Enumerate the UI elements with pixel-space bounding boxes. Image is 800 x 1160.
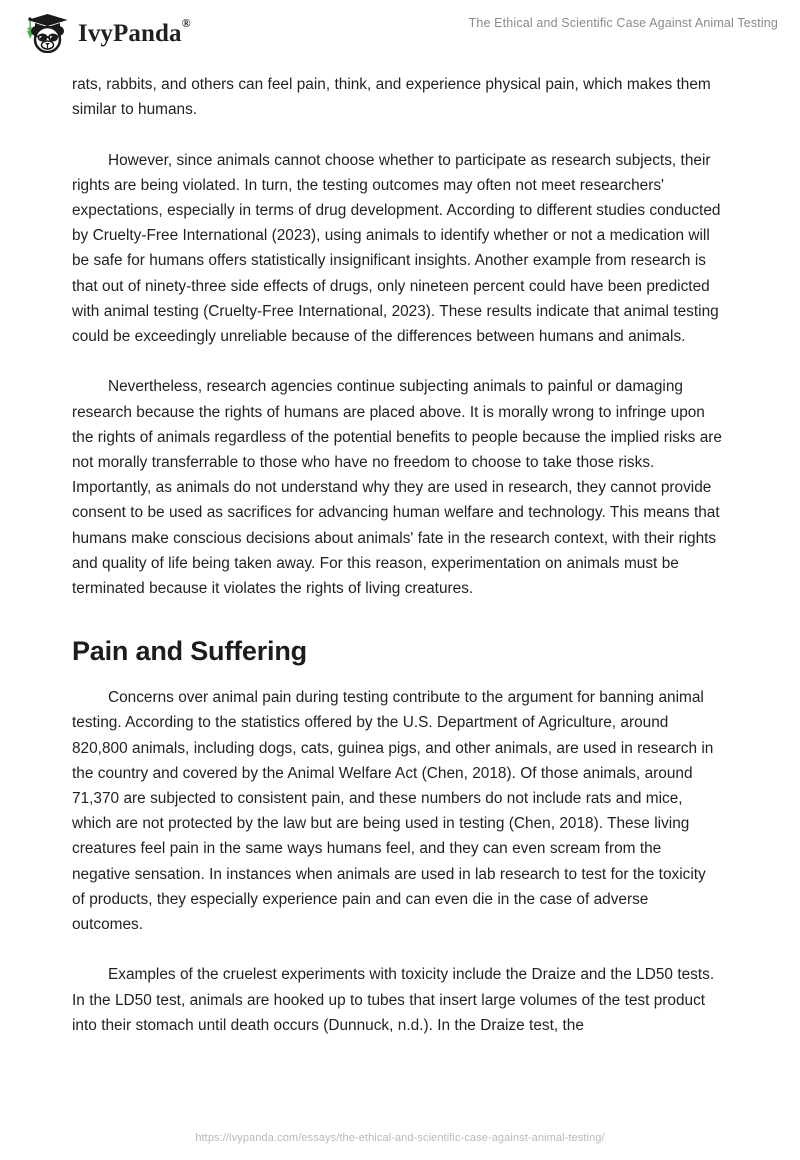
document-header-title: The Ethical and Scientific Case Against Animal Testing	[468, 16, 778, 30]
brand-logo[interactable]	[16, 11, 191, 53]
source-url-link[interactable]: https://ivypanda.com/essays/the-ethical-and-scientific-case-against-animal-testing/	[195, 1132, 605, 1144]
registered-mark: ®	[181, 16, 191, 31]
page-header	[0, 0, 800, 62]
brand-name	[78, 16, 191, 47]
paragraph: However, since animals cannot choose whether to participate as research subjects, their rights are being violated. In turn, the testing outcomes may often not meet researchers' expectations, especially in terms of drug development. According to different studies conducted by Cruelty-Free International (2023), using animals to identify whether or not a medication will be safe for humans offers statistically insignificant insights. Another example from research is that out of ninety-three side effects of drugs, only nineteen percent could have been predicted with animal testing (Cruelty-Free International, 2023). These results indicate that animal testing could be exceedingly unreliable because of the differences between humans and animals.	[72, 151, 721, 346]
panda-graduate-logo-icon	[16, 11, 74, 53]
document-body	[72, 72, 722, 1038]
page-footer	[0, 1128, 800, 1146]
paragraph: Examples of the cruelest experiments with toxicity include the Draize and the LD50 tests. In the LD50 test, animals are hooked up to tubes that insert large volumes of the test product into their stomach until death occurs (Dunnuck, n.d.). In the Draize test, the	[72, 966, 715, 1034]
brand-name-text: IvyPanda	[78, 19, 182, 47]
paragraph: Nevertheless, research agencies continue subjecting animals to painful or damaging research because the rights of humans are placed above. It is morally wrong to infringe upon the rights of animals regardless of the potential benefits to people because the implied risks are not morally transferrable to those who have no freedom to choose to take those risks. Importantly, as animals do not understand why they are used in research, they cannot provide consent to be used as sacrifices for advancing human welfare and technology. This means that humans make conscious decisions about animals' fate in the research context, with their rights and quality of life being taken away. For this reason, experimentation on animals must be terminated because it violates the rights of living creatures.	[72, 378, 722, 598]
section-heading-pain-and-suffering: Pain and Suffering	[72, 636, 307, 667]
paragraph: Concerns over animal pain during testing contribute to the argument for banning animal testing. According to the statistics offered by the U.S. Department of Agriculture, around 820,800 animals, including dogs, cats, guinea pigs, and other animals, are used in research in the country and covered by the Animal Welfare Act (Chen, 2018). Of those animals, around 71,370 are subjected to consistent pain, and these numbers do not include rats and mice, which are not protected by the law but are being used in testing (Chen, 2018). These living creatures feel pain in the same ways humans feel, and they can even scream from the negative sensation. In instances when animals are used in lab research to test for the toxicity of products, they especially experience pain and can even die in the case of adverse outcomes.	[72, 689, 714, 934]
paragraph: rats, rabbits, and others can feel pain, think, and experience physical pain, which makes them similar to humans.	[72, 76, 711, 119]
